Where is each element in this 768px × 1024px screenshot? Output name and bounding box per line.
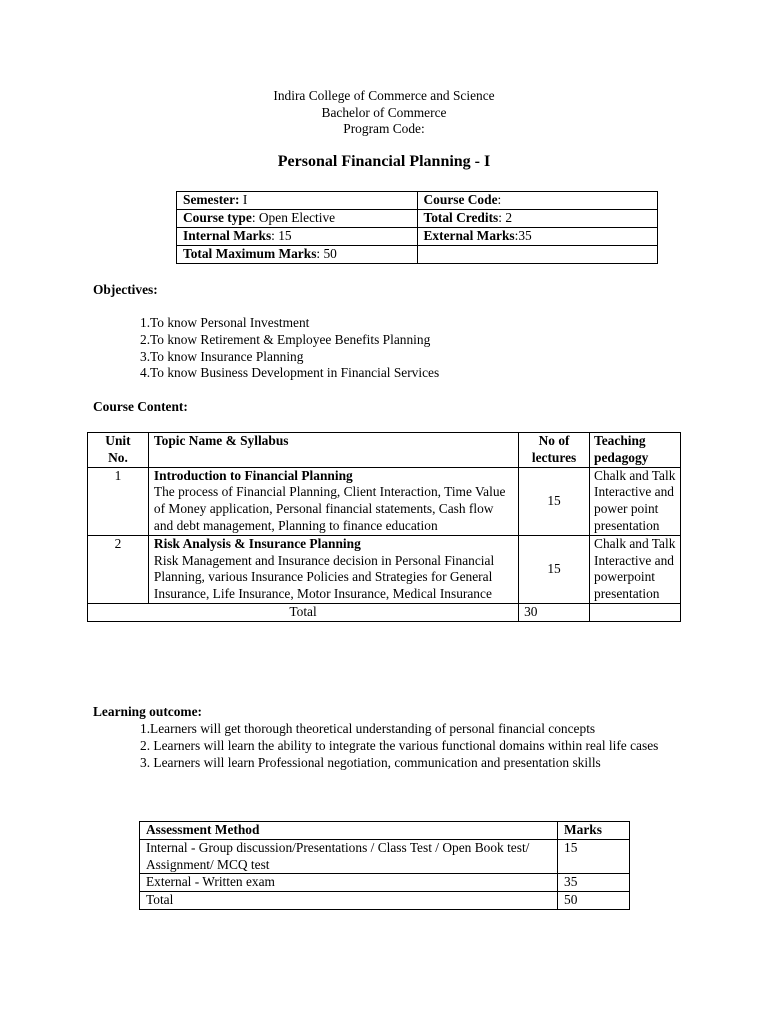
outcome-item: 2. Learners will learn the ability to integrate the various functional domains within real life cases: [140, 737, 659, 753]
program-code: Program Code:: [343, 121, 425, 136]
program-name: Bachelor of Commerce: [321, 104, 447, 120]
method-header: Assessment Method: [140, 822, 558, 840]
assessment-method: Internal - Group discussion/Presentations / Class Test / Open Book test/ Assignment/ MCQ test: [140, 839, 558, 874]
college-name: Indira College of Commerce and Science: [273, 88, 495, 103]
course-info-table: [176, 191, 658, 264]
table-row: [88, 467, 681, 535]
table-row: [140, 874, 630, 892]
internal-marks-cell: Internal Marks: 15: [177, 228, 418, 246]
semester-cell: Semester: I: [177, 192, 418, 210]
lectures-count: 15: [519, 535, 590, 603]
total-label: Total: [88, 603, 519, 621]
table-header-row: [88, 433, 681, 468]
total-lectures: 30: [519, 603, 590, 621]
unit-number: 2: [88, 535, 149, 603]
topic-title: Risk Analysis & Insurance Planning: [153, 535, 361, 551]
topic-cell: [148, 535, 518, 603]
lectures-count: 15: [519, 467, 590, 535]
objectives-heading: Objectives:: [93, 282, 158, 297]
external-marks-cell: External Marks:35: [417, 228, 658, 246]
topic-body: Risk Management and Insurance decision in Personal Financial Planning, various Insurance Policies and Strategies for General Insurance, Life Insurance, Motor Insurance, Medical Insurance: [153, 552, 495, 602]
course-code-cell: Course Code:: [417, 192, 658, 210]
outcome-item: 3. Learners will learn Professional negotiation, communication and presentation skills: [140, 754, 601, 770]
assessment-method: External - Written exam: [140, 874, 558, 892]
topic-body: The process of Financial Planning, Client Interaction, Time Value of Money application, Personal financial statements, Cash flow and debt management, Planning to finance education: [153, 484, 506, 533]
topic-title: Introduction to Financial Planning: [153, 467, 353, 483]
total-credits-cell: Total Credits: 2: [417, 210, 658, 228]
topic-header: Topic Name & Syllabus: [148, 433, 518, 468]
course-content-table: [87, 432, 681, 622]
lectures-header: No of lectures: [519, 433, 590, 468]
marks-header: Marks: [558, 822, 630, 840]
table-row: [140, 839, 630, 874]
table-row: [140, 892, 630, 910]
table-header-row: [140, 822, 630, 840]
objective-item: 1.To know Personal Investment: [140, 315, 310, 330]
document-header: [0, 88, 768, 138]
assessment-marks: 50: [558, 892, 630, 910]
learning-outcome-heading: Learning outcome:: [93, 704, 202, 719]
total-row: [88, 603, 681, 621]
assessment-marks: 15: [558, 839, 630, 874]
course-type-cell: Course type: Open Elective: [177, 210, 418, 228]
course-content-heading: Course Content:: [93, 399, 188, 414]
assessment-method: Total: [140, 892, 558, 910]
objectives-list: [140, 315, 439, 382]
pedagogy-cell: Chalk and Talk Interactive and powerpoint presentation: [590, 535, 681, 603]
objective-item: 4.To know Business Development in Financial Services: [140, 365, 440, 381]
table-row: [88, 535, 681, 603]
learning-outcome-list: [140, 721, 680, 771]
topic-cell: [148, 467, 518, 535]
assessment-table: [139, 821, 630, 910]
outcome-item: 1.Learners will get thorough theoretical understanding of personal financial concepts: [140, 721, 596, 736]
unit-number: 1: [88, 467, 149, 535]
objective-item: 3.To know Insurance Planning: [140, 348, 304, 364]
empty-cell: [590, 603, 681, 621]
pedagogy-header: Teaching pedagogy: [590, 433, 681, 468]
assessment-marks: 35: [558, 874, 630, 892]
objective-item: 2.To know Retirement & Employee Benefits Planning: [140, 331, 431, 347]
empty-cell: [417, 246, 658, 264]
page-title: Personal Financial Planning - I: [277, 153, 491, 170]
unit-header: Unit No.: [88, 433, 149, 468]
pedagogy-cell: Chalk and Talk Interactive and power point presentation: [590, 467, 681, 535]
total-max-marks-cell: Total Maximum Marks: 50: [177, 246, 418, 264]
